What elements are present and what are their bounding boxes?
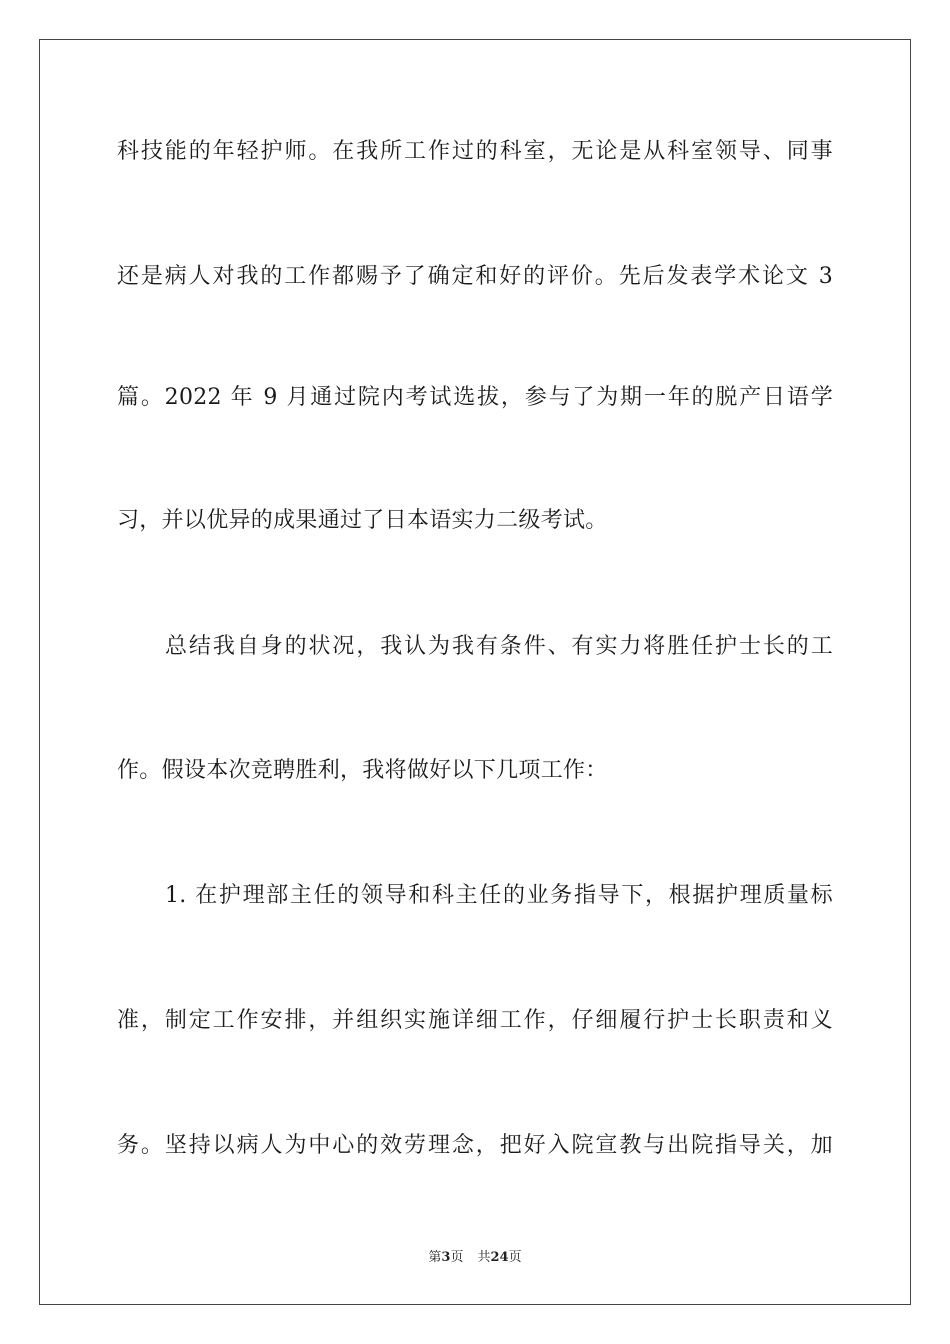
page-footer bbox=[0, 1249, 950, 1267]
text-line-6: 作。假设本次竞聘胜利，我将做好以下几项工作： bbox=[117, 758, 608, 783]
footer-total-suffix: 页 bbox=[508, 1250, 522, 1265]
text-line-2: 还是病人对我的工作都赐予了确定和好的评价。先后发表学术论文 3 bbox=[117, 264, 833, 289]
footer-total-prefix: 共 bbox=[477, 1250, 491, 1265]
text-line-5: 总结我自身的状况，我认为我有条件、有实力将胜任护士长的工 bbox=[165, 634, 833, 659]
footer-page-suffix: 页 bbox=[450, 1250, 464, 1265]
text-line-9: 务。坚持以病人为中心的效劳理念，把好入院宣教与出院指导关，加 bbox=[117, 1133, 833, 1158]
footer-page-prefix: 第 bbox=[428, 1250, 442, 1265]
text-line-7: 1. 在护理部主任的领导和科主任的业务指导下，根据护理质量标 bbox=[165, 883, 833, 908]
text-line-4: 习，并以优异的成果通过了日本语实力二级考试。 bbox=[117, 508, 608, 533]
text-line-1: 科技能的年轻护师。在我所工作过的科室，无论是从科室领导、同事 bbox=[117, 139, 833, 164]
text-line-3: 篇。2022 年 9 月通过院内考试选拔，参与了为期一年的脱产日语学 bbox=[117, 385, 833, 410]
footer-total-pages: 24 bbox=[490, 1250, 509, 1265]
footer-page-number: 3 bbox=[441, 1250, 451, 1265]
page-border bbox=[39, 39, 911, 1305]
text-line-8: 准，制定工作安排，并组织实施详细工作，仔细履行护士长职责和义 bbox=[117, 1008, 833, 1033]
